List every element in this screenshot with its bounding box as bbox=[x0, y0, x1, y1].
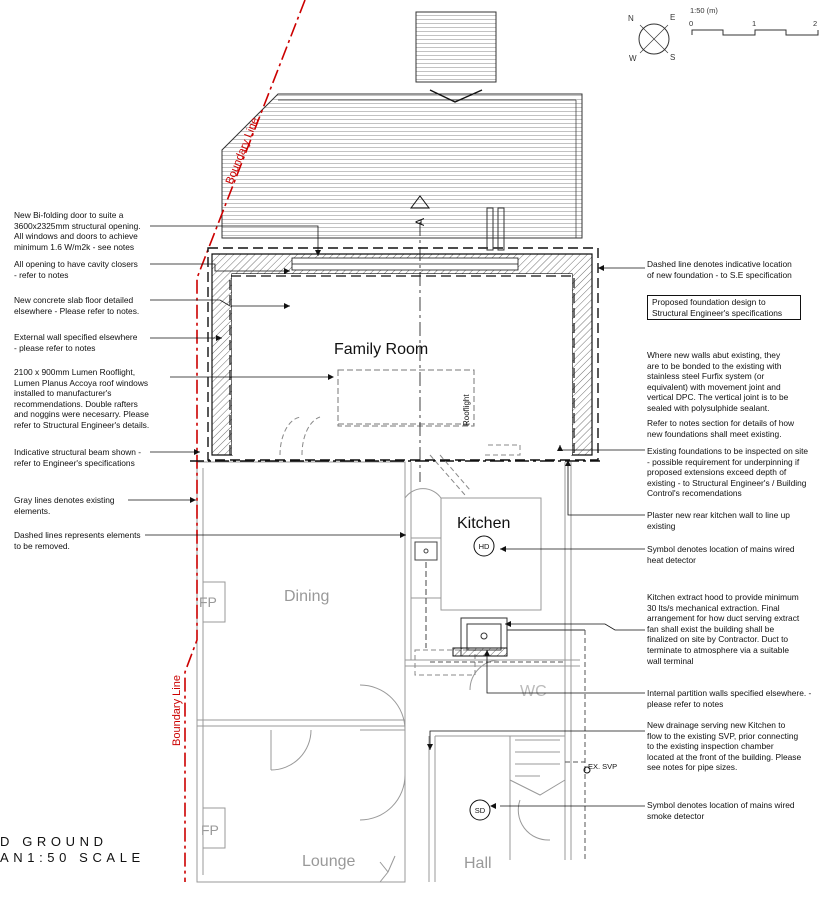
heat-detector-icon bbox=[474, 536, 494, 556]
note-new-foundations: Refer to notes section for details of how new foundations shall meet existing. bbox=[647, 418, 795, 439]
compass-w: W bbox=[629, 54, 637, 63]
note-dashed-lines: Dashed lines represents elements to be removed. bbox=[14, 530, 141, 551]
svp-marker bbox=[584, 762, 617, 773]
note-concrete-slab: New concrete slab floor detailed elsewhere - Please refer to notes. bbox=[14, 295, 140, 316]
existing-building bbox=[197, 462, 580, 882]
note-gray-lines: Gray lines denotes existing elements. bbox=[14, 495, 115, 516]
note-external-wall: External wall specified elsewhere - please refer to notes bbox=[14, 332, 138, 353]
room-lounge: Lounge bbox=[302, 853, 356, 870]
note-walls-abut: Where new walls abut existing, they are to be bonded to the existing with stainless steel Furfix system (or equivalent) with movement joint and vertical DPC. The vertical joint is to be sealed with polysulphide sealant. bbox=[647, 350, 789, 413]
rear-decking bbox=[222, 12, 582, 238]
note-existing-foundations: Existing foundations to be inspected on site - possible requirement for underpinning if proposed extensions exceed depth of existing - to Structural Engineer's / Building Control's recomendations bbox=[647, 446, 809, 499]
note-foundation-line: Dashed line denotes indicative location of new foundation - to S.E specification bbox=[647, 259, 792, 280]
room-dining: Dining bbox=[284, 588, 330, 605]
note-partition-walls: Internal partition walls specified elsewhere. - please refer to notes bbox=[647, 688, 812, 709]
scale-bar-unit: 1:50 (m) bbox=[690, 6, 718, 15]
note-cavity-closers: All opening to have cavity closers - refer to notes bbox=[14, 259, 138, 280]
note-drainage: New drainage serving new Kitchen to flow to the existing SVP, prior connecting to the existing inspection chamber located at the front of the building. Please see notes for pipe sizes. bbox=[647, 720, 802, 773]
note-bifold-door: New Bi-folding door to suite a 3600x2325mm structural opening. All windows and doors to achieve minimum 1.6 W/m2k - see notes bbox=[14, 210, 141, 252]
room-kitchen: Kitchen bbox=[457, 515, 511, 532]
note-structural-beam: Indicative structural beam shown - refer to Engineer's specifications bbox=[14, 447, 142, 468]
scale-tick-1: 1 bbox=[752, 19, 757, 28]
kitchen-fittings bbox=[405, 489, 585, 656]
compass-n: N bbox=[628, 14, 634, 23]
boundary-label-top: Boundary Line bbox=[223, 115, 262, 187]
note-foundation-design: Proposed foundation design to Structural Engineer's specifications bbox=[647, 295, 801, 320]
compass-icon bbox=[628, 13, 675, 63]
scale-tick-2: 2 bbox=[813, 19, 818, 28]
note-extract-hood: Kitchen extract hood to provide minimum 30 lts/s mechanical extraction. Final arrangement for how duct serving extract fan shall exist the building shall be finalized on site by Contractor. Duct to terminate to atmosphere via a suitable wall terminal bbox=[647, 592, 800, 666]
fireplace-1: FP bbox=[199, 594, 217, 610]
boundary-label-bottom: Boundary Line bbox=[171, 675, 183, 746]
compass-s: S bbox=[670, 53, 676, 62]
drainage-arrows bbox=[430, 630, 585, 860]
scale-bar bbox=[689, 6, 818, 35]
room-hall: Hall bbox=[464, 855, 492, 872]
rooflight-label: Rooflight bbox=[462, 394, 471, 426]
note-heat-detector: Symbol denotes location of mains wired heat detector bbox=[647, 544, 795, 565]
heat-detector-label: HD bbox=[478, 542, 490, 551]
compass-e: E bbox=[670, 13, 676, 22]
room-family: Family Room bbox=[334, 341, 429, 358]
note-rooflight: 2100 x 900mm Lumen Rooflight, Lumen Planus Accoya roof windows installed to manufacturer's recommendations. Double rafters and noggins were necesarry. Please refer to Structural Engineer's details. bbox=[14, 367, 150, 430]
svp-label: EX. SVP bbox=[588, 762, 618, 771]
smoke-detector-icon bbox=[470, 800, 490, 820]
scale-tick-0: 0 bbox=[689, 19, 694, 28]
room-wc: WC bbox=[520, 683, 547, 700]
section-marker-label: A bbox=[413, 217, 427, 226]
note-smoke-detector: Symbol denotes location of mains wired smoke detector bbox=[647, 800, 795, 821]
smoke-detector-label: SD bbox=[474, 806, 486, 815]
drawing-title-line1: D GROUND bbox=[0, 834, 108, 849]
note-plaster-wall: Plaster new rear kitchen wall to line up existing bbox=[647, 510, 790, 531]
fireplace-2: FP bbox=[201, 822, 219, 838]
drawing-title-line2: AN1:50 SCALE bbox=[0, 850, 145, 865]
